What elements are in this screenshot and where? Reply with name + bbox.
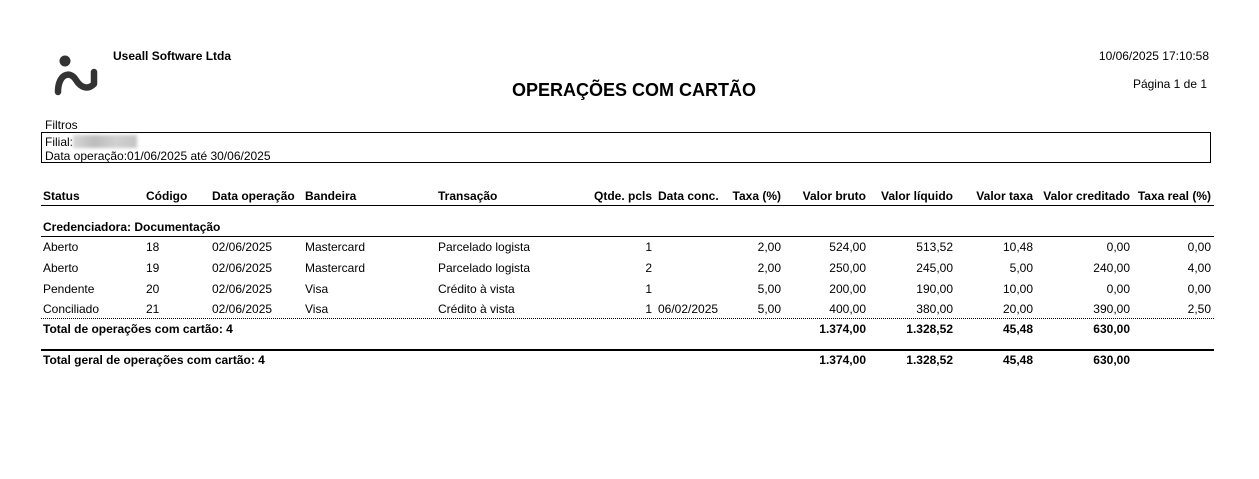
header-rule [41,205,1214,206]
cell-codigo: 19 [146,261,160,275]
cell-valor-taxa: 5,00 [1009,261,1033,275]
filters-label: Filtros [45,118,78,132]
cell-bandeira: Visa [305,282,329,296]
grand-total-label: Total geral de operações com cartão: 4 [43,353,265,367]
cell-valor-taxa: 10,48 [1002,240,1033,254]
cell-taxa-real: 0,00 [1187,282,1211,296]
cell-taxa: 2,00 [757,240,781,254]
cell-data-operacao: 02/06/2025 [212,261,273,275]
group-rule [41,236,1214,237]
page-info: Página 1 de 1 [1132,77,1207,91]
grand-total-liquido: 1.328,52 [906,353,953,367]
cell-bandeira: Mastercard [305,240,366,254]
filter-date: Data operação:01/06/2025 até 30/06/2025 [45,149,271,163]
col-status: Status [43,189,80,203]
cell-taxa-real: 0,00 [1187,240,1211,254]
filter-filial [45,135,137,149]
cell-valor-taxa: 10,00 [1002,282,1033,296]
cell-valor-liquido: 190,00 [916,282,953,296]
cell-status: Pendente [43,282,95,296]
cell-transacao: Parcelado logista [438,240,531,254]
cell-valor-creditado: 240,00 [1093,261,1130,275]
report-title: OPERAÇÕES COM CARTÃO [511,80,756,100]
report-datetime: 10/06/2025 17:10:58 [1098,49,1209,63]
grand-total-rule [41,349,1214,351]
group-total-bruto: 1.374,00 [819,322,866,336]
cell-valor-bruto: 200,00 [829,282,866,296]
group-total-creditado: 630,00 [1093,322,1130,336]
cell-transacao: Parcelado logista [438,261,531,275]
cell-codigo: 20 [146,282,160,296]
cell-codigo: 18 [146,240,160,254]
group-title: Credenciadora: Documentação [43,220,221,234]
cell-data-operacao: 02/06/2025 [212,240,273,254]
cell-qtde: 1 [645,282,652,296]
group-total-label: Total de operações com cartão: 4 [43,322,233,336]
cell-valor-liquido: 513,52 [916,240,953,254]
col-bandeira: Bandeira [305,189,357,203]
cell-status: Conciliado [43,302,100,316]
col-data-operacao: Data operação [212,189,295,203]
group-total-liquido: 1.328,52 [906,322,953,336]
cell-valor-liquido: 380,00 [916,302,953,316]
cell-bandeira: Mastercard [305,261,366,275]
cell-data-conc: 06/02/2025 [658,302,719,316]
grand-total-taxa: 45,48 [1002,353,1033,367]
company-name: Useall Software Ltda [113,49,232,63]
col-taxa-real: Taxa real (%) [1137,189,1211,203]
filters-box [41,132,1211,163]
subtotal-rule [41,318,1214,319]
group-total-taxa: 45,48 [1002,322,1033,336]
cell-status: Aberto [43,261,79,275]
grand-total-bruto: 1.374,00 [819,353,866,367]
cell-valor-bruto: 524,00 [829,240,866,254]
col-qtde-pcls: Qtde. pcls [593,189,652,203]
cell-taxa-real: 2,50 [1187,302,1211,316]
col-taxa: Taxa (%) [732,189,781,203]
cell-bandeira: Visa [305,302,329,316]
cell-taxa: 2,00 [757,261,781,275]
cell-data-operacao: 02/06/2025 [212,302,273,316]
cell-taxa-real: 4,00 [1187,261,1211,275]
col-transacao: Transação [438,189,498,203]
filial-label: Filial: [45,135,74,149]
cell-codigo: 21 [146,302,160,316]
col-valor-bruto: Valor bruto [802,189,866,203]
cell-qtde: 1 [645,240,652,254]
cell-valor-bruto: 400,00 [829,302,866,316]
cell-valor-creditado: 390,00 [1093,302,1130,316]
cell-valor-creditado: 0,00 [1106,240,1130,254]
cell-valor-taxa: 20,00 [1002,302,1033,316]
cell-transacao: Crédito à vista [438,302,515,316]
col-valor-taxa: Valor taxa [976,189,1033,203]
filial-redacted [73,135,137,148]
cell-valor-creditado: 0,00 [1106,282,1130,296]
col-data-conc: Data conc. [658,189,719,203]
cell-taxa: 5,00 [757,282,781,296]
cell-qtde: 1 [645,302,652,316]
cell-status: Aberto [43,240,79,254]
cell-data-operacao: 02/06/2025 [212,282,273,296]
col-valor-liquido: Valor líquido [880,189,953,203]
grand-total-creditado: 630,00 [1093,353,1130,367]
cell-transacao: Crédito à vista [438,282,515,296]
cell-valor-liquido: 245,00 [916,261,953,275]
cell-taxa: 5,00 [757,302,781,316]
cell-qtde: 2 [645,261,652,275]
cell-valor-bruto: 250,00 [829,261,866,275]
col-codigo: Código [146,189,188,203]
col-valor-creditado: Valor creditado [1043,189,1130,203]
